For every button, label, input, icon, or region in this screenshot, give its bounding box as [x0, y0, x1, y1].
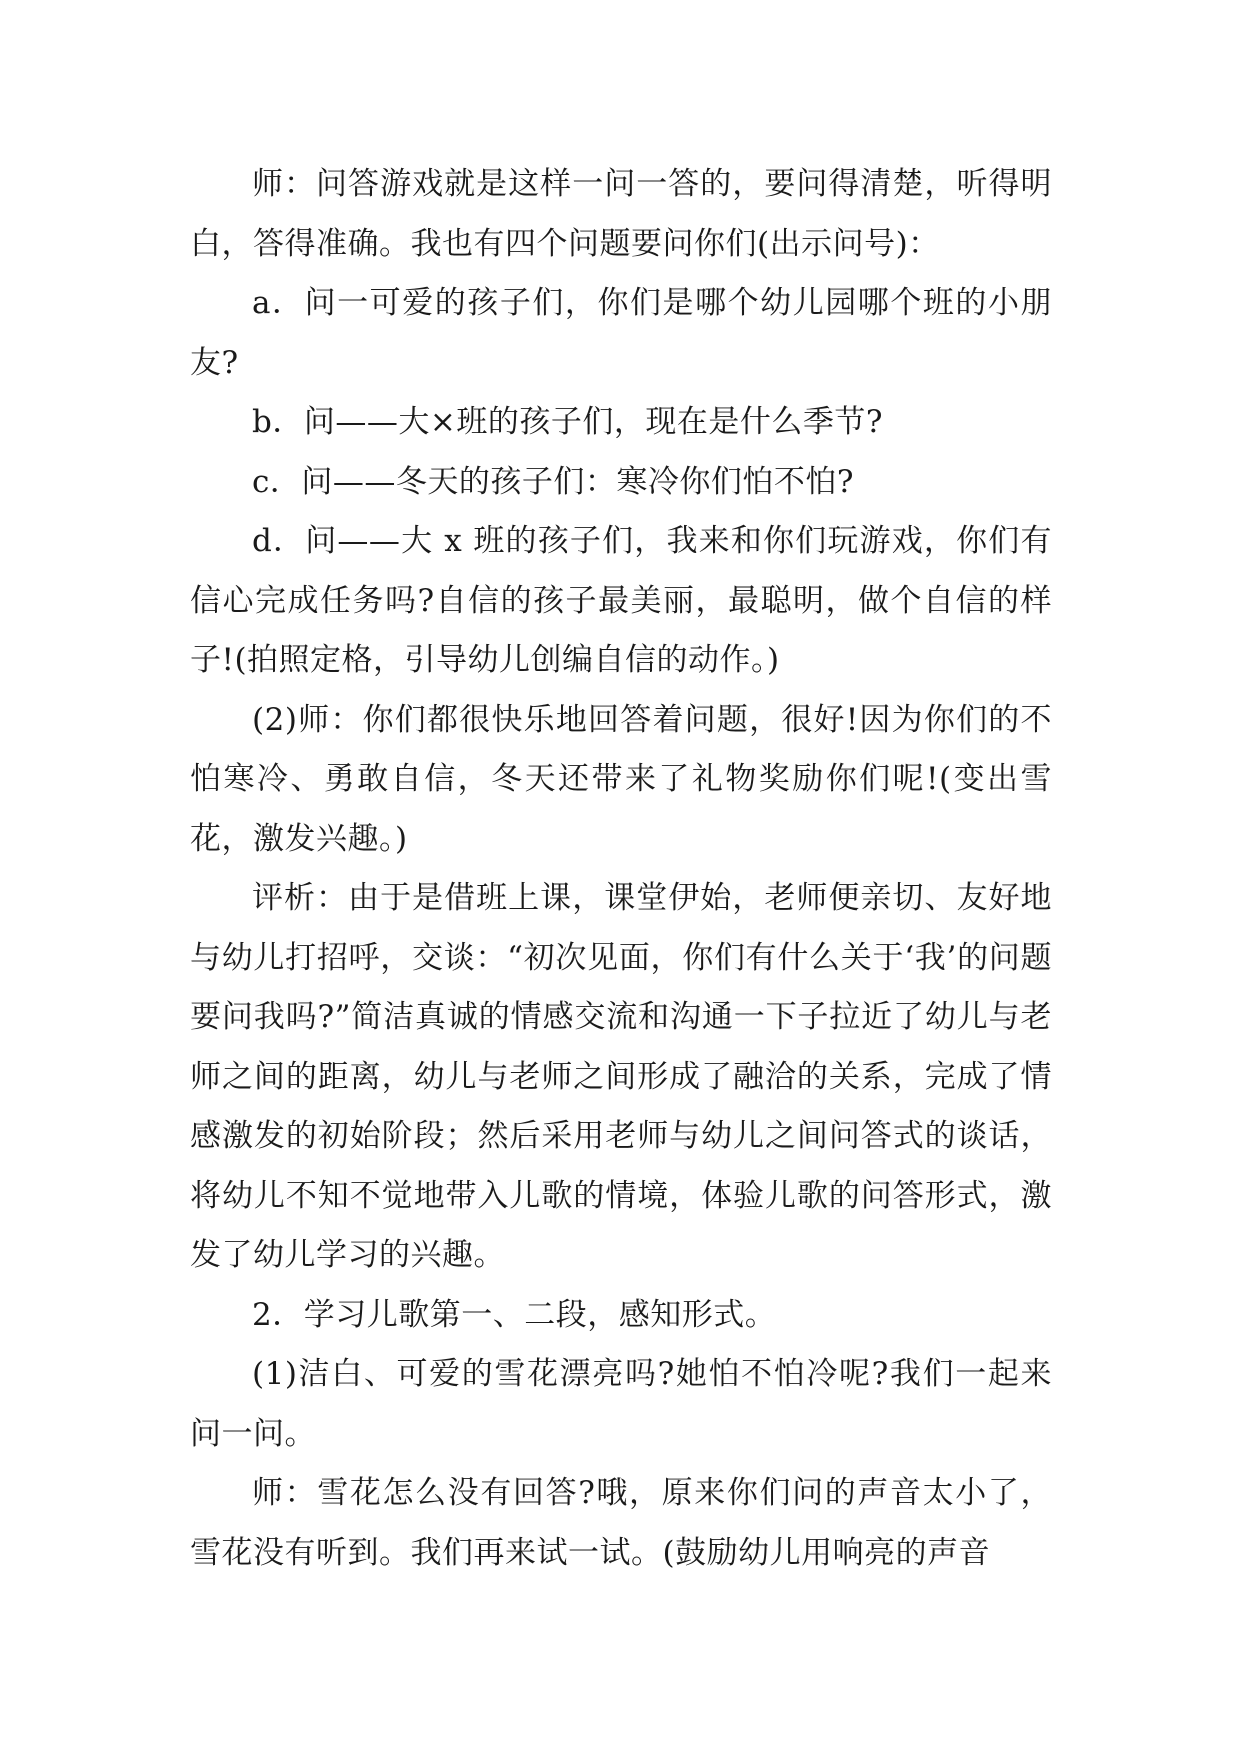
- paragraph-analysis: 评析：由于是借班上课，课堂伊始，老师便亲切、友好地与幼儿打招呼，交谈：“初次见面，你们有什么关于‘我’的问题要问我吗?”简洁真诚的情感交流和沟通一下子拉近了幼儿与老师之间的距离，幼儿与老师之间形成了融洽的关系，完成了情感激发的初始阶段；然后采用老师与幼儿之间问答式的谈话，将幼儿不知不觉地带入儿歌的情境，体验儿歌的问答形式，激发了幼儿学习的兴趣。: [190, 880, 1052, 1273]
- paragraph-snowflake-question: (1)洁白、可爱的雪花漂亮吗?她怕不怕冷呢?我们一起来问一问。: [190, 1356, 1052, 1452]
- paragraph-step-heading: 2．学习儿歌第一、二段，感知形式。: [252, 1296, 777, 1333]
- paragraph-teacher-encourage: 师：雪花怎么没有回答?哦，原来你们问的声音太小了，雪花没有听到。我们再来试一试。(鼓励幼儿用响亮的声音: [190, 1475, 1052, 1571]
- paragraph-dialogue-intro: 师：问答游戏就是这样一问一答的，要问得清楚，听得明白，答得准确。我也有四个问题要问你们(出示问号)：: [190, 166, 1052, 262]
- paragraph-teacher-reward: (2)师：你们都很快乐地回答着问题，很好!因为你们的不怕寒冷、勇敢自信，冬天还带来了礼物奖励你们呢!(变出雪花，激发兴趣。): [190, 701, 1052, 857]
- paragraph-question-a: a．问一可爱的孩子们，你们是哪个幼儿园哪个班的小朋友?: [190, 285, 1052, 381]
- paragraph-question-d: d．问——大 x 班的孩子们，我来和你们玩游戏，你们有信心完成任务吗?自信的孩子最美丽，最聪明，做个自信的样子!(拍照定格，引导幼儿创编自信的动作。): [190, 523, 1052, 678]
- paragraph-question-c: c．问——冬天的孩子们：寒冷你们怕不怕?: [252, 463, 854, 500]
- paragraph-question-b: b．问——大×班的孩子们，现在是什么季节?: [252, 404, 883, 440]
- document-body: [190, 155, 1052, 1583]
